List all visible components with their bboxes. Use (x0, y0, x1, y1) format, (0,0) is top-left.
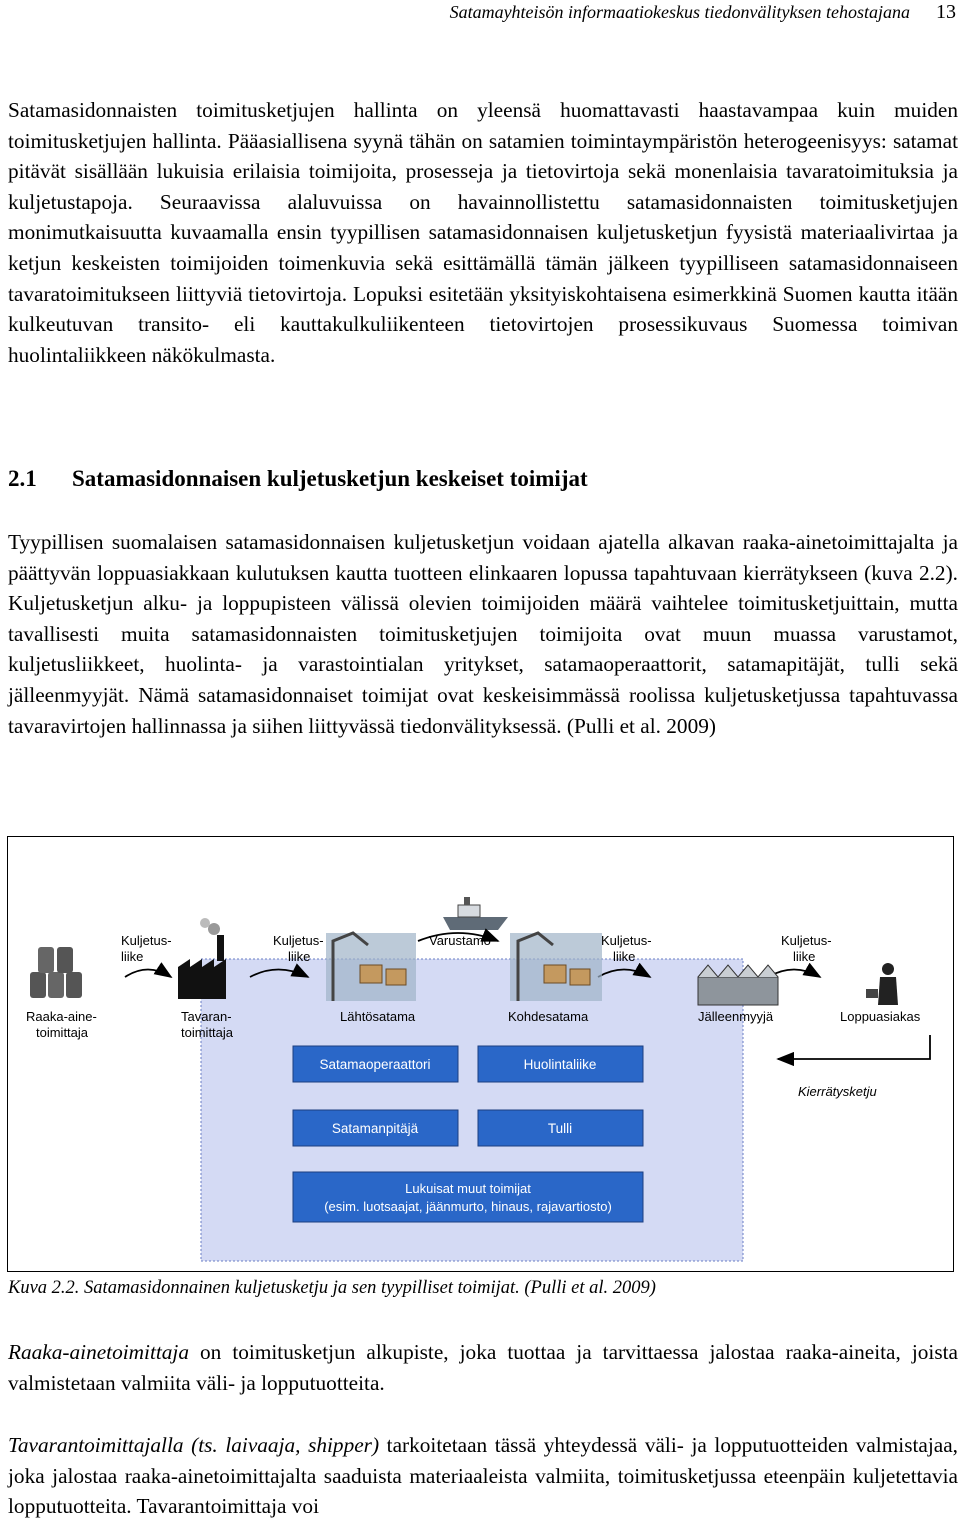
label-tavaran-b: toimittaja (181, 1025, 234, 1040)
section-paragraph: Tyypillisen suomalaisen satamasidonnaisen kuljetusketjun voidaan ajatella alkavan raaka-ainetoimittajalta ja päättyvän loppuasiakkaan kulutuksen kautta tuotteen elinkaaren lopussa tapahtuvaan kierrätykseen (kuva 2.2). Kuljetusketjun alku- ja loppupisteen välissä olevien toimijoiden määrä vaihtelee toimitusketjuittain, mutta tavallisesti muita satamasidonnaisten toimitusketjujen toimijoita ovat muun muassa varustamot, kuljetusliikkeet, huolinta- ja varastointialan yritykset, satamaoperaattorit, satamapitäjät, tulli sekä jälleenmyyjät. Nämä satamasidonnaiset toimijat ovat keskeisimmässä roolissa kuljetusketjussa tapahtuvassa tavaravirtojen hallinnassa ja siihen liittyvässä tiedonvälityksessä. (Pulli et al. 2009) (8, 530, 958, 738)
label-kuljetusliike-1b: liike (121, 949, 144, 964)
definition-text: tarkoitetaan tässä yhteydessä väli- ja lopputuotteiden valmistajaa, joka jalostaa raaka-ainetoimittajalta saaduista materiaaleista valmiita, toimitusketjussa eteenpäin kuljetettavia lopputuotteita. Tavarantoimittaja voi (8, 1433, 958, 1519)
businessman-icon (866, 963, 898, 1005)
definition-term: Tavarantoimittajalla (ts. laivaaja, shipper) (8, 1433, 380, 1457)
recycling-arrow (778, 1035, 930, 1099)
box-satamanpitaja-label: Satamanpitäjä (331, 1121, 419, 1136)
label-tavaran-a: Tavaran- (181, 1009, 232, 1024)
label-jalleenmyyja: Jälleenmyyjä (698, 1009, 774, 1024)
box-muut-toimijat (293, 1172, 643, 1222)
definition-tavarantoimittaja (8, 1430, 958, 1522)
label-kohdesatama: Kohdesatama (508, 1009, 589, 1024)
label-kuljetusliike-3b: liike (613, 949, 636, 964)
page-header (0, 2, 960, 26)
label-kuljetusliike-4b: liike (793, 949, 816, 964)
label-raaka-a: Raaka-aine- (26, 1009, 97, 1024)
label-loppuasiakas: Loppuasiakas (840, 1009, 921, 1024)
label-raaka-b: toimittaja (36, 1025, 89, 1040)
supply-chain-diagram (8, 837, 952, 1270)
departure-port-icon (326, 933, 416, 1001)
label-kuljetusliike-2b: liike (288, 949, 311, 964)
figure-supply-chain (7, 836, 954, 1272)
box-huolintaliike-label: Huolintaliike (523, 1057, 597, 1072)
box-tulli-label: Tulli (547, 1121, 573, 1136)
destination-port-icon (510, 933, 602, 1001)
figure-caption: Kuva 2.2. Satamasidonnainen kuljetusketju ja sen tyypilliset toimijat. (Pulli et al. 2009) (8, 1278, 656, 1298)
ship-icon (443, 897, 508, 930)
section-heading (8, 466, 588, 492)
definition-raaka-ainetoimittaja (8, 1337, 958, 1398)
intro-paragraph: Satamasidonnaisten toimitusketjujen hallinta on yleensä huomattavasti haastavampaa kuin muiden toimitusketjujen hallinta. Pääasiallisena syynä tähän on satamien toimintaympäristön heterogeenisyys: satamat pitävät sisällään lukuisia erilaisia toimijoita, prosesseja ja tietovirtoja sekä monenlaisia tavaratoimituksia ja kuljetustapoja. Seuraavissa alaluvuissa on havainnollistettu satamasidonnaisten toimitusketjujen monimutkaisuutta kuvaamalla ensin tyypillisen satamasidonnaisen kuljetusketjun fyysistä materiaalivirtaa ja ketjun keskeisten toimijoiden toimenkuvia sekä esittämällä tämän jälkeen tyypilliseen satamasidonnaiseen tavaratoimitukseen liittyviä tietovirtoja. Lopuksi esitetään yksityiskohtaisena esimerkkinä Suomen kautta itään kulkeutuvan transito- eli kauttakulkuliikenteen tietovirtojen prosessikuvaus Suomessa toimivan huolintaliikkeen näkökulmasta. (8, 98, 958, 367)
label-lahtosatama: Lähtösatama (340, 1009, 416, 1024)
box-muut-toimijat-title: Lukuisat muut toimijat (405, 1181, 531, 1196)
section-number: 2.1 (8, 466, 37, 491)
page-number: 13 (936, 1, 956, 23)
label-varustamo: Varustamo (429, 933, 491, 948)
label-kuljetusliike-2a: Kuljetus- (273, 933, 324, 948)
section-title: Satamasidonnaisen kuljetusketjun keskeiset toimijat (72, 466, 588, 491)
box-muut-toimijat-subtitle: (esim. luotsaajat, jäänmurto, hinaus, rajavartiosto) (324, 1199, 612, 1214)
label-kierratys: Kierrätysketju (798, 1084, 877, 1099)
label-kuljetusliike-4a: Kuljetus- (781, 933, 832, 948)
label-kuljetusliike-3a: Kuljetus- (601, 933, 652, 948)
definition-text: on toimitusketjun alkupiste, joka tuottaa ja tarvittaessa jalostaa raaka-aineita, joista valmistetaan valmiita väli- ja lopputuotteita. (8, 1340, 958, 1395)
definition-term: Raaka-ainetoimittaja (8, 1340, 189, 1364)
label-kuljetusliike-1a: Kuljetus- (121, 933, 172, 948)
running-title: Satamayhteisön informaatiokeskus tiedonvälityksen tehostajana (449, 2, 910, 22)
barrels-icon (30, 947, 82, 998)
box-satamaoperaattori-label: Satamaoperaattori (319, 1057, 431, 1072)
